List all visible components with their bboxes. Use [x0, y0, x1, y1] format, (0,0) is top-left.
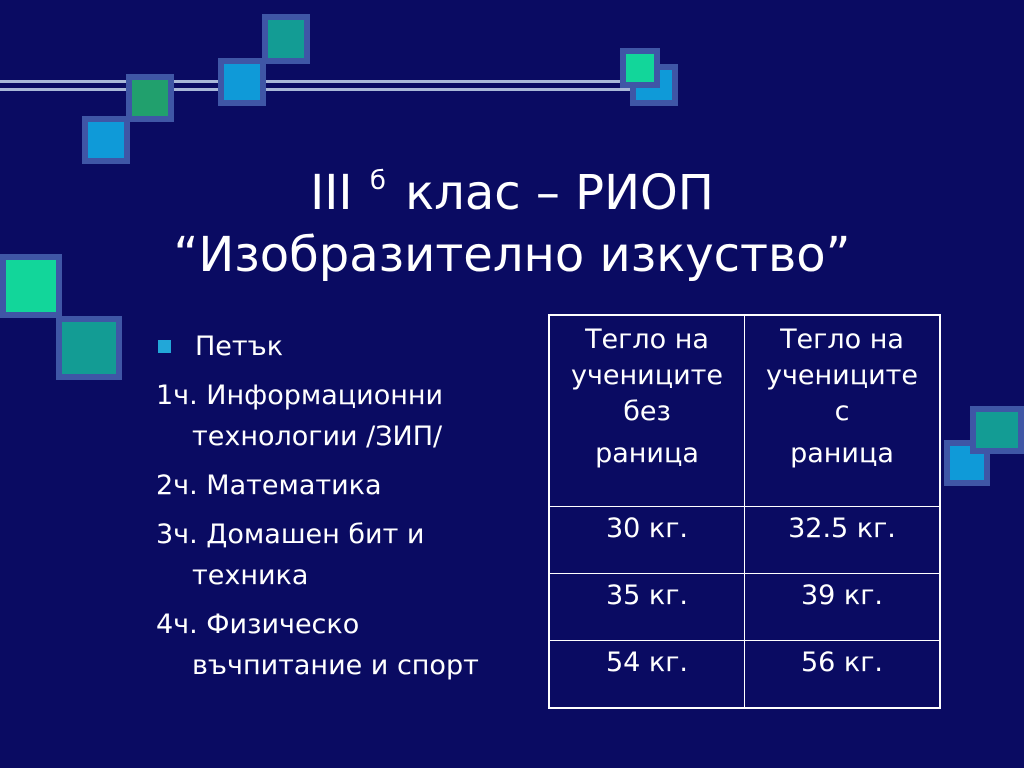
- list-item: 2ч. Математика: [156, 470, 382, 501]
- weight-table: [548, 314, 941, 709]
- table-row: [549, 507, 940, 574]
- table-cell: 32.5 кг.: [745, 507, 941, 574]
- list-item: 1ч. Информационни технологии /ЗИП/: [156, 380, 444, 452]
- square-bullet-icon: [158, 340, 171, 353]
- table-cell: 56 кг.: [745, 641, 941, 709]
- schedule-list: [156, 326, 536, 694]
- table-cell: 39 кг.: [745, 574, 941, 641]
- decor-square: [262, 14, 310, 64]
- table-header-row: [549, 315, 940, 507]
- title-superscript: б: [369, 166, 386, 196]
- list-heading: Петък: [156, 326, 536, 367]
- decor-square: [970, 406, 1024, 454]
- table-row: [549, 574, 940, 641]
- table-cell: 30 кг.: [549, 507, 745, 574]
- table-row: [549, 641, 940, 709]
- table-cell: 54 кг.: [549, 641, 745, 709]
- decor-square: [218, 58, 266, 106]
- table-cell: 35 кг.: [549, 574, 745, 641]
- decor-square: [56, 316, 122, 380]
- table-header-cell: Тегло на учениците без раница: [549, 315, 745, 507]
- list-item: 4ч. Физическо въчпитание и спорт: [156, 609, 479, 681]
- decor-square: [126, 74, 174, 122]
- table-header-cell: Тегло на учениците с раница: [745, 315, 941, 507]
- decor-line-bottom: [0, 88, 650, 91]
- slide-title: [0, 150, 1024, 286]
- decor-line-top: [0, 80, 640, 83]
- list-item: 3ч. Домашен бит и техника: [156, 519, 425, 591]
- title-line-1: III $^б$ клас – РИОП: [310, 165, 714, 221]
- decor-square: [620, 48, 660, 88]
- title-line-2: “Изобразително изкуство”: [173, 227, 851, 283]
